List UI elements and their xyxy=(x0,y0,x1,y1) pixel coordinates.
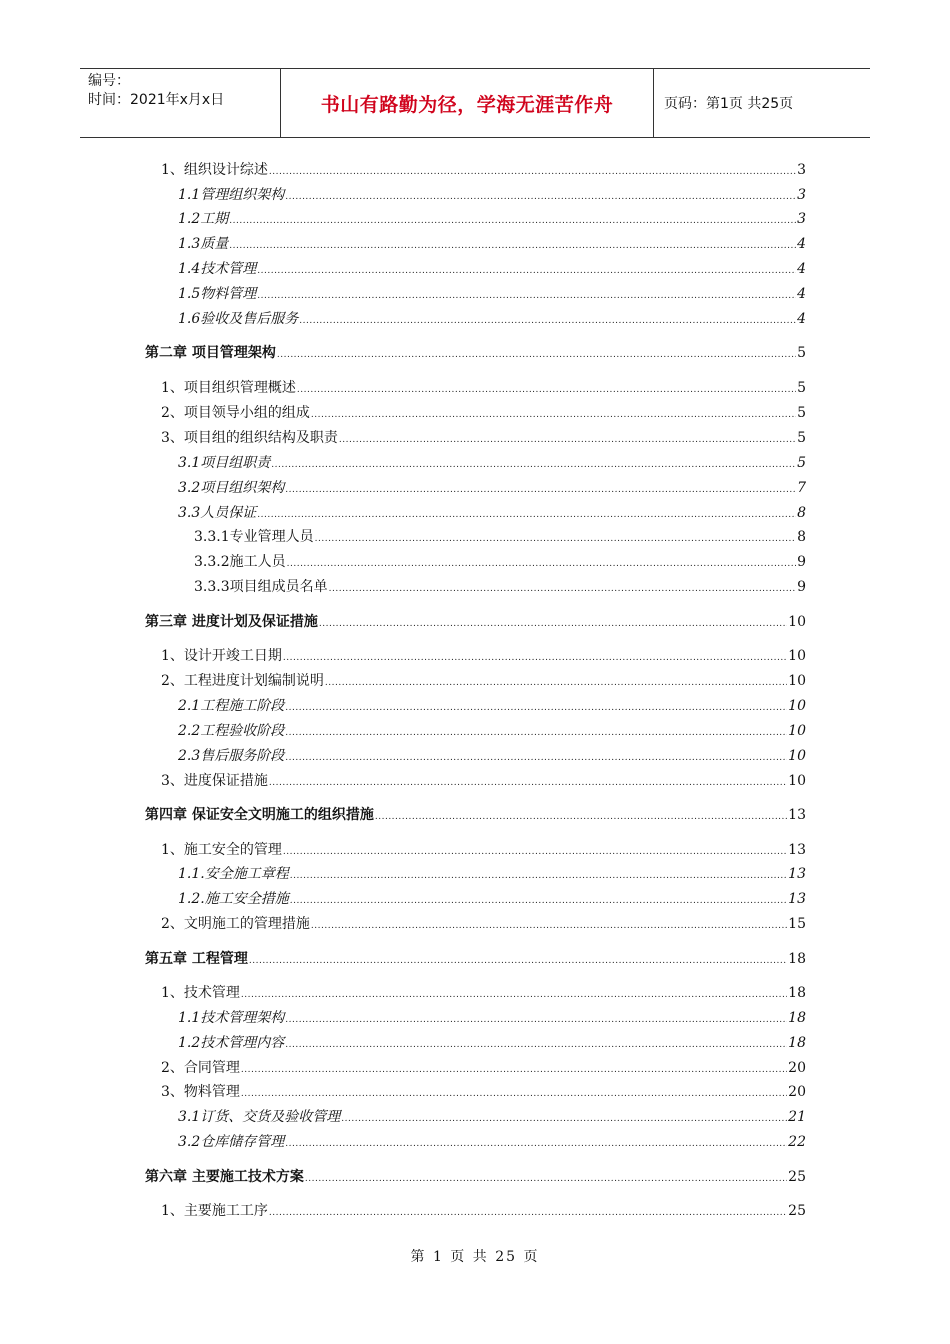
toc-entry-title: 3、物料管理 xyxy=(161,1084,240,1100)
toc-entry-title: 1、项目组织管理概述 xyxy=(161,380,296,396)
toc-entry-title: 2.3售后服务阶段 xyxy=(178,748,285,764)
toc-entry-page-number: 4 xyxy=(797,261,806,277)
toc-leader-dots xyxy=(325,673,787,693)
toc-leader-dots xyxy=(315,529,796,549)
toc-entry-page-number: 7 xyxy=(797,480,806,496)
header-meta xyxy=(80,69,281,137)
toc-entry-title: 第五章 工程管理 xyxy=(145,951,248,967)
document-number-label: 编号： xyxy=(88,73,130,89)
toc-entry-title: 1.1管理组织架构 xyxy=(178,187,285,203)
toc-entry[interactable] xyxy=(178,209,806,229)
toc-entry-page-number: 22 xyxy=(788,1134,806,1150)
toc-entry-page-number: 4 xyxy=(797,286,806,302)
toc-entry[interactable] xyxy=(161,983,806,1003)
toc-leader-dots xyxy=(271,455,796,475)
toc-entry-page-number: 5 xyxy=(797,430,806,446)
header-page-info: 页码：第1页 共25页 xyxy=(664,96,794,112)
toc-entry-page-number: 10 xyxy=(788,773,806,789)
toc-entry-page-number: 10 xyxy=(788,673,806,689)
toc-entry[interactable] xyxy=(178,259,806,279)
toc-entry-title: 1.2.施工安全措施 xyxy=(178,891,289,907)
toc-leader-dots xyxy=(305,1169,787,1189)
toc-entry[interactable] xyxy=(178,721,806,741)
toc-entry[interactable] xyxy=(178,234,806,254)
toc-entry-title: 2.1工程施工阶段 xyxy=(178,698,285,714)
toc-entry[interactable] xyxy=(194,527,806,547)
toc-entry[interactable] xyxy=(178,889,806,909)
toc-leader-dots xyxy=(290,866,787,886)
toc-leader-dots xyxy=(329,579,796,599)
toc-leader-dots xyxy=(311,405,796,425)
toc-entry-page-number: 15 xyxy=(788,916,806,932)
toc-entry-page-number: 10 xyxy=(788,614,806,630)
toc-leader-dots xyxy=(285,1134,787,1154)
toc-chapter-entry[interactable] xyxy=(145,1167,806,1187)
toc-leader-dots xyxy=(257,261,796,281)
toc-leader-dots xyxy=(375,807,787,827)
toc-entry-title: 第四章 保证安全文明施工的组织措施 xyxy=(145,807,374,823)
toc-leader-dots xyxy=(283,648,787,668)
toc-entry[interactable] xyxy=(161,428,806,448)
toc-entry-page-number: 20 xyxy=(788,1060,806,1076)
toc-entry-title: 2、合同管理 xyxy=(161,1060,240,1076)
toc-entry-title: 2、工程进度计划编制说明 xyxy=(161,673,324,689)
toc-leader-dots xyxy=(285,748,787,768)
toc-leader-dots xyxy=(341,1109,787,1129)
toc-entry[interactable] xyxy=(178,746,806,766)
toc-leader-dots xyxy=(319,614,787,634)
toc-entry-page-number: 4 xyxy=(797,311,806,327)
toc-entry-title: 2、文明施工的管理措施 xyxy=(161,916,310,932)
toc-leader-dots xyxy=(285,187,796,207)
toc-entry-page-number: 3 xyxy=(797,162,806,178)
header-motto: 书山有路勤为径，学海无涯苦作舟 xyxy=(281,69,654,137)
toc-entry-title: 1、设计开竣工日期 xyxy=(161,648,282,664)
toc-entry[interactable] xyxy=(161,914,806,934)
toc-entry-title: 1.1技术管理架构 xyxy=(178,1010,285,1026)
toc-entry[interactable] xyxy=(161,1082,806,1102)
toc-leader-dots xyxy=(269,773,787,793)
toc-entry-title: 1、技术管理 xyxy=(161,985,240,1001)
toc-leader-dots xyxy=(285,480,796,500)
toc-entry-page-number: 5 xyxy=(797,455,806,471)
toc-entry[interactable] xyxy=(178,453,806,473)
toc-entry-title: 1.2技术管理内容 xyxy=(178,1035,285,1051)
toc-entry-page-number: 5 xyxy=(797,405,806,421)
toc-entry-title: 3.3.1专业管理人员 xyxy=(194,529,314,545)
toc-leader-dots xyxy=(311,916,787,936)
toc-entry-title: 1、组织设计综述 xyxy=(161,162,268,178)
toc-leader-dots xyxy=(285,1010,787,1030)
toc-entry-title: 1.5物料管理 xyxy=(178,286,257,302)
toc-entry-title: 1.4技术管理 xyxy=(178,261,257,277)
toc-leader-dots xyxy=(249,951,787,971)
toc-entry-page-number: 21 xyxy=(788,1109,806,1125)
toc-leader-dots xyxy=(297,380,796,400)
toc-entry-title: 3.3.3项目组成员名单 xyxy=(194,579,328,595)
toc-entry-page-number: 5 xyxy=(797,345,806,361)
toc-leader-dots xyxy=(269,1203,787,1223)
toc-leader-dots xyxy=(283,842,787,862)
toc-entry-title: 1.3质量 xyxy=(178,236,229,252)
toc-entry-title: 3.1项目组职责 xyxy=(178,455,271,471)
toc-entry-title: 1.1.安全施工章程 xyxy=(178,866,289,882)
toc-entry-page-number: 10 xyxy=(788,723,806,739)
toc-leader-dots xyxy=(241,1084,787,1104)
toc-entry[interactable] xyxy=(161,840,806,860)
toc-chapter-entry[interactable] xyxy=(145,805,806,825)
toc-entry[interactable] xyxy=(161,671,806,691)
toc-entry[interactable] xyxy=(178,1033,806,1053)
toc-leader-dots xyxy=(229,211,796,231)
toc-entry-title: 1、主要施工工序 xyxy=(161,1203,268,1219)
toc-entry[interactable] xyxy=(161,646,806,666)
toc-entry[interactable] xyxy=(161,771,806,791)
toc-leader-dots xyxy=(339,430,796,450)
toc-entry-page-number: 3 xyxy=(797,211,806,227)
toc-entry[interactable] xyxy=(178,503,806,523)
toc-entry-title: 1、施工安全的管理 xyxy=(161,842,282,858)
toc-entry-page-number: 10 xyxy=(788,648,806,664)
toc-leader-dots xyxy=(241,1060,787,1080)
toc-entry-page-number: 18 xyxy=(788,985,806,1001)
toc-leader-dots xyxy=(257,505,796,525)
toc-entry-page-number: 8 xyxy=(797,505,806,521)
toc-entry[interactable] xyxy=(178,1008,806,1028)
toc-entry-page-number: 13 xyxy=(788,807,806,823)
toc-entry-page-number: 13 xyxy=(788,866,806,882)
toc-entry-page-number: 18 xyxy=(788,1035,806,1051)
toc-leader-dots xyxy=(241,985,787,1005)
toc-entry-page-number: 13 xyxy=(788,891,806,907)
page-footer: 第 1 页 共 25 页 xyxy=(410,1249,540,1265)
toc-entry[interactable] xyxy=(178,864,806,884)
toc-entry-title: 3.2项目组织架构 xyxy=(178,480,285,496)
toc-leader-dots xyxy=(229,236,796,256)
toc-entry[interactable] xyxy=(161,1201,806,1221)
document-date-label: 时间：2021年x月x日 xyxy=(88,92,225,108)
toc-entry-page-number: 18 xyxy=(788,951,806,967)
toc-entry[interactable] xyxy=(178,696,806,716)
toc-entry[interactable] xyxy=(178,284,806,304)
toc-entry[interactable] xyxy=(178,309,806,329)
toc-entry-page-number: 9 xyxy=(797,554,806,570)
toc-entry[interactable] xyxy=(178,1132,806,1152)
toc-entry-title: 第三章 进度计划及保证措施 xyxy=(145,614,318,630)
toc-leader-dots xyxy=(269,162,796,182)
toc-entry-title: 3.2仓库储存管理 xyxy=(178,1134,285,1150)
toc-entry[interactable] xyxy=(194,552,806,572)
toc-entry-title: 第六章 主要施工技术方案 xyxy=(145,1169,304,1185)
toc-leader-dots xyxy=(285,723,787,743)
toc-leader-dots xyxy=(277,345,796,365)
toc-leader-dots xyxy=(299,311,796,331)
toc-entry-page-number: 4 xyxy=(797,236,806,252)
toc-entry-page-number: 9 xyxy=(797,579,806,595)
toc-chapter-entry[interactable] xyxy=(145,612,806,632)
toc-entry-page-number: 13 xyxy=(788,842,806,858)
toc-entry-title: 2.2工程验收阶段 xyxy=(178,723,285,739)
toc-leader-dots xyxy=(287,554,796,574)
toc-entry-page-number: 3 xyxy=(797,187,806,203)
toc-entry-title: 3.1订货、交货及验收管理 xyxy=(178,1109,341,1125)
toc-entry-title: 第二章 项目管理架构 xyxy=(145,345,276,361)
toc-entry-page-number: 8 xyxy=(797,529,806,545)
toc-entry-page-number: 10 xyxy=(788,748,806,764)
toc-entry[interactable] xyxy=(161,378,806,398)
toc-entry-page-number: 20 xyxy=(788,1084,806,1100)
toc-leader-dots xyxy=(285,698,787,718)
toc-entry[interactable] xyxy=(178,478,806,498)
toc-entry-page-number: 25 xyxy=(788,1169,806,1185)
toc-entry-page-number: 25 xyxy=(788,1203,806,1219)
toc-leader-dots xyxy=(257,286,796,306)
toc-chapter-entry[interactable] xyxy=(145,343,806,363)
toc-leader-dots xyxy=(290,891,787,911)
toc-entry-title: 3、项目组的组织结构及职责 xyxy=(161,430,338,446)
toc-entry-title: 3.3人员保证 xyxy=(178,505,257,521)
toc-entry[interactable] xyxy=(178,185,806,205)
toc-chapter-entry[interactable] xyxy=(145,949,806,969)
toc-entry-title: 1.6验收及售后服务 xyxy=(178,311,299,327)
toc-entry[interactable] xyxy=(194,577,806,597)
page-header xyxy=(80,68,870,138)
toc-entry-title: 3.3.2施工人员 xyxy=(194,554,286,570)
toc-entry-title: 3、进度保证措施 xyxy=(161,773,268,789)
toc-leader-dots xyxy=(285,1035,787,1055)
toc-entry[interactable] xyxy=(161,160,806,180)
toc-entry[interactable] xyxy=(161,1058,806,1078)
toc-entry-title: 2、项目领导小组的组成 xyxy=(161,405,310,421)
toc-entry[interactable] xyxy=(161,403,806,423)
toc-entry-page-number: 5 xyxy=(797,380,806,396)
toc-entry-page-number: 18 xyxy=(788,1010,806,1026)
toc-entry-title: 1.2工期 xyxy=(178,211,229,227)
toc-entry[interactable] xyxy=(178,1107,806,1127)
toc-entry-page-number: 10 xyxy=(788,698,806,714)
